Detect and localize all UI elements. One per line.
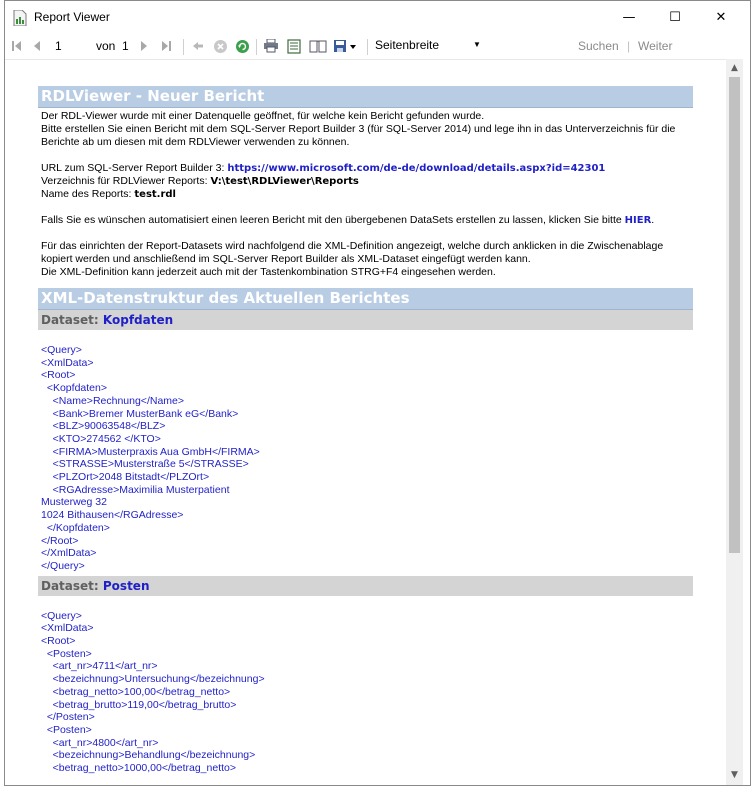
xml-definition-kopfdaten[interactable]: <Query> <XmlData> <Root> <Kopfdaten> <Name>Rechnung</Name> <Bank>Bremer MusterBank eG</Bank> <BLZ>90063548</BLZ> <KTO>274562 </KTO> <FIRMA>Musterpraxis Aua GmbH</FIRMA> <STRASSE>Musterstraße 5</STRASSE> <PLZOrt>2048 Bitstadt</PLZOrt> <RGAdresse>Maximilia Musterpatient Musterweg 32 1024 Bithausen</RGAdresse> </Kopfdaten> </Root> </XmlData> </Query> (41, 344, 260, 572)
report-builder-link[interactable]: https://www.microsoft.com/de-de/download/details.aspx?id=42301 (227, 163, 606, 174)
search-button[interactable]: Suchen (578, 39, 619, 53)
report-viewer-window (4, 0, 751, 786)
previous-page-icon[interactable] (31, 37, 43, 55)
first-page-icon[interactable] (11, 37, 23, 55)
xml-definition-posten[interactable]: <Query> <XmlData> <Root> <Posten> <art_nr>4711</art_nr> <bezeichnung>Untersuchung</bezeichnung> <betrag_netto>100,00</betrag_netto> <betrag_brutto>119,00</betrag_brutto> </Posten> <Posten> <art_nr>4800</art_nr> <bezeichnung>Behandlung</bezeichnung> <betrag_netto>1000,00</betrag_netto> (41, 609, 265, 775)
report-name-line: Name des Reports: test.rdl (41, 188, 176, 200)
report-page (38, 86, 693, 775)
find-next-button[interactable]: Weiter (638, 39, 673, 53)
maximize-button[interactable]: ☐ (669, 9, 681, 25)
toolbar-separator (183, 39, 184, 55)
page-of-label: von 1 (96, 39, 129, 53)
zoom-select[interactable]: Seitenbreite (375, 38, 440, 52)
report-toolbar (5, 33, 750, 59)
dataset-header-kopfdaten: Dataset: Kopfdaten (38, 310, 693, 330)
report-app-icon (13, 10, 27, 26)
directory-line: Verzeichnis für RDLViewer Reports: V:\test\RDLViewer\Reports (41, 175, 359, 187)
scroll-up-icon[interactable]: ▲ (731, 63, 738, 73)
print-icon[interactable] (263, 37, 279, 55)
last-page-icon[interactable] (160, 37, 172, 55)
next-page-icon[interactable] (138, 37, 150, 55)
back-icon[interactable] (191, 37, 205, 55)
dataset-header-posten: Dataset: Posten (38, 576, 693, 596)
scroll-down-icon[interactable]: ▼ (731, 770, 738, 780)
window-title: Report Viewer (34, 10, 110, 24)
current-page-input[interactable] (51, 37, 95, 55)
print-layout-icon[interactable] (286, 37, 302, 55)
toolbar-separator (367, 39, 368, 55)
close-button[interactable]: ✕ (715, 9, 727, 25)
xml-structure-title: XML-Datenstruktur des Aktuellen Berichtes (38, 288, 693, 310)
zoom-dropdown-icon[interactable]: ▼ (473, 40, 481, 49)
vertical-scrollbar[interactable] (726, 59, 743, 786)
toolbar-separator (256, 39, 257, 55)
minimize-button[interactable]: — (622, 9, 636, 25)
scrollbar-thumb[interactable] (729, 77, 740, 553)
intro-text: Der RDL-Viewer wurde mit einer Datenquelle geöffnet, für welche kein Bericht gefunden wurde. Bitte erstellen Sie einen Bericht mit dem SQL-Server Report Builder 3 (für SQL-Server 2014) und lege ihn in das Unterverzeichnis für die Berichte ab um diesen mit dem RDLViewer verwenden zu können. URL zum SQL-Server Report Builder 3: https://www.microsoft.com/de-de/download/details.aspx?id=42301 Verzeichnis für RDLViewer Reports: V:\test\RDLViewer\Reports Name des Reports: test.rdl Falls Sie es wünschen automatisiert einen leeren Bericht mit den übergebenen DataSets erstellen zu lassen, klicken Sie bitte HIER. Für das einrichten der Report-Datasets wird nachfolgend die XML-Definition angezeigt, welche durch anklicken in die Zwischenablage kopiert werden und anschließend im SQL-Server Report Builder als XML-Dataset eingefügt werden kann. Die XML-Definition kann jederzeit auch mit der Tastenkombination STRG+F4 eingesehen werden. (38, 108, 693, 288)
refresh-icon[interactable] (234, 37, 250, 55)
url-line: URL zum SQL-Server Report Builder 3: https://www.microsoft.com/de-de/download/details.aspx?id=42301 (41, 162, 606, 174)
page-setup-icon[interactable] (309, 37, 327, 55)
create-report-link[interactable]: HIER (624, 215, 652, 226)
stop-icon[interactable] (212, 37, 228, 55)
search-separator: | (627, 39, 631, 53)
title-bar (5, 1, 750, 33)
auto-create-line: Falls Sie es wünschen automatisiert einen leeren Bericht mit den übergebenen DataSets erstellen zu lassen, klicken Sie bitte HIER. (41, 214, 655, 226)
report-content-area (5, 59, 726, 786)
export-icon[interactable] (333, 37, 357, 55)
report-title: RDLViewer - Neuer Bericht (38, 86, 693, 108)
